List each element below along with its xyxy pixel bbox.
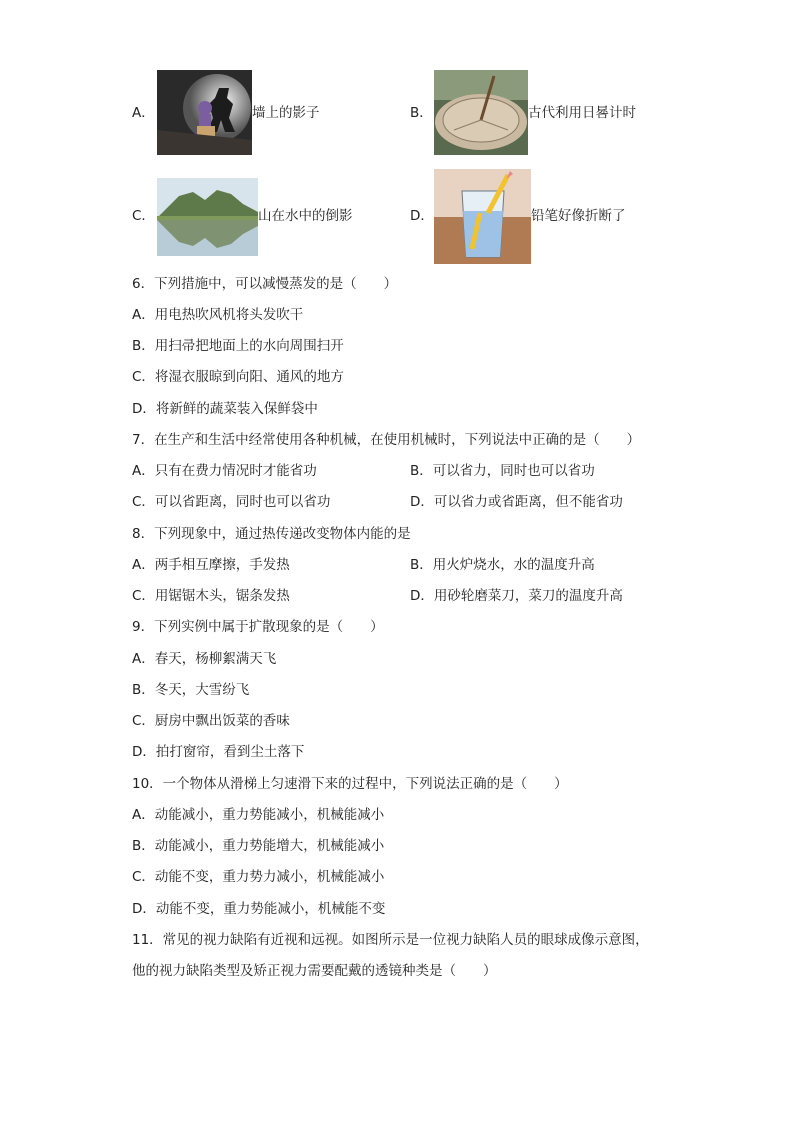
q10-option-c: C．动能不变，重力势力减小，机械能减小: [132, 869, 385, 885]
q9-option-b: B．冬天，大雪纷飞: [132, 682, 250, 698]
q8-option-d: D．用砂轮磨菜刀，菜刀的温度升高: [410, 588, 623, 604]
q5-option-c-letter: C．: [132, 208, 155, 224]
q10-stem: 10．一个物体从滑梯上匀速滑下来的过程中，下列说法正确的是（ ）: [132, 776, 568, 792]
q5-option-b-letter: B．: [410, 105, 433, 121]
q5-option-a-letter: A．: [132, 105, 155, 121]
q5-option-d-caption: 铅笔好像折断了: [531, 208, 626, 224]
shadow-on-wall-image: [157, 70, 252, 155]
q8-option-b: B．用火炉烧水，水的温度升高: [410, 557, 595, 573]
q9-option-a: A．春天，杨柳絮满天飞: [132, 651, 277, 667]
q5-option-a-caption: 墙上的影子: [252, 105, 320, 121]
q7-option-c: C．可以省距离，同时也可以省功: [132, 494, 331, 510]
q8-option-a: A．两手相互摩擦，手发热: [132, 557, 290, 573]
q7-option-d: D．可以省力或省距离，但不能省功: [410, 494, 623, 510]
q7-stem: 7．在生产和生活中经常使用各种机械，在使用机械时，下列说法中正确的是（ ）: [132, 432, 641, 448]
q9-stem: 9．下列实例中属于扩散现象的是（ ）: [132, 619, 384, 635]
q10-option-b: B．动能减小，重力势能增大，机械能减小: [132, 838, 385, 854]
q9-option-c: C．厨房中飘出饭菜的香味: [132, 713, 290, 729]
q6-option-a: A．用电热吹风机将头发吹干: [132, 307, 304, 323]
pencil-in-glass-image: [434, 169, 531, 264]
q9-option-d: D．拍打窗帘，看到尘土落下: [132, 744, 305, 760]
q5-option-d-letter: D．: [410, 208, 434, 224]
mountain-reflection-image: [157, 178, 258, 256]
q11-stem-line1: 11．常见的视力缺陷有近视和远视。如图所示是一位视力缺陷人员的眼球成像示意图，: [132, 932, 649, 948]
q10-option-a: A．动能减小，重力势能减小，机械能减小: [132, 807, 385, 823]
q6-option-c: C．将湿衣服晾到向阳、通风的地方: [132, 369, 344, 385]
q8-stem: 8．下列现象中，通过热传递改变物体内能的是: [132, 526, 411, 542]
q5-option-b-caption: 古代利用日晷计时: [528, 105, 636, 121]
q6-option-b: B．用扫帚把地面上的水向周围扫开: [132, 338, 344, 354]
q11-stem-line2: 他的视力缺陷类型及矫正视力需要配戴的透镜种类是（ ）: [132, 963, 497, 979]
q10-option-d: D．动能不变，重力势能减小，机械能不变: [132, 901, 386, 917]
sundial-image: [434, 70, 528, 155]
q8-option-c: C．用锯锯木头，锯条发热: [132, 588, 290, 604]
q6-stem: 6．下列措施中，可以减慢蒸发的是（ ）: [132, 276, 398, 292]
q7-option-b: B．可以省力，同时也可以省功: [410, 463, 595, 479]
q5-option-c-caption: 山在水中的倒影: [258, 208, 353, 224]
q7-option-a: A．只有在费力情况时才能省功: [132, 463, 317, 479]
q6-option-d: D．将新鲜的蔬菜装入保鲜袋中: [132, 401, 318, 417]
